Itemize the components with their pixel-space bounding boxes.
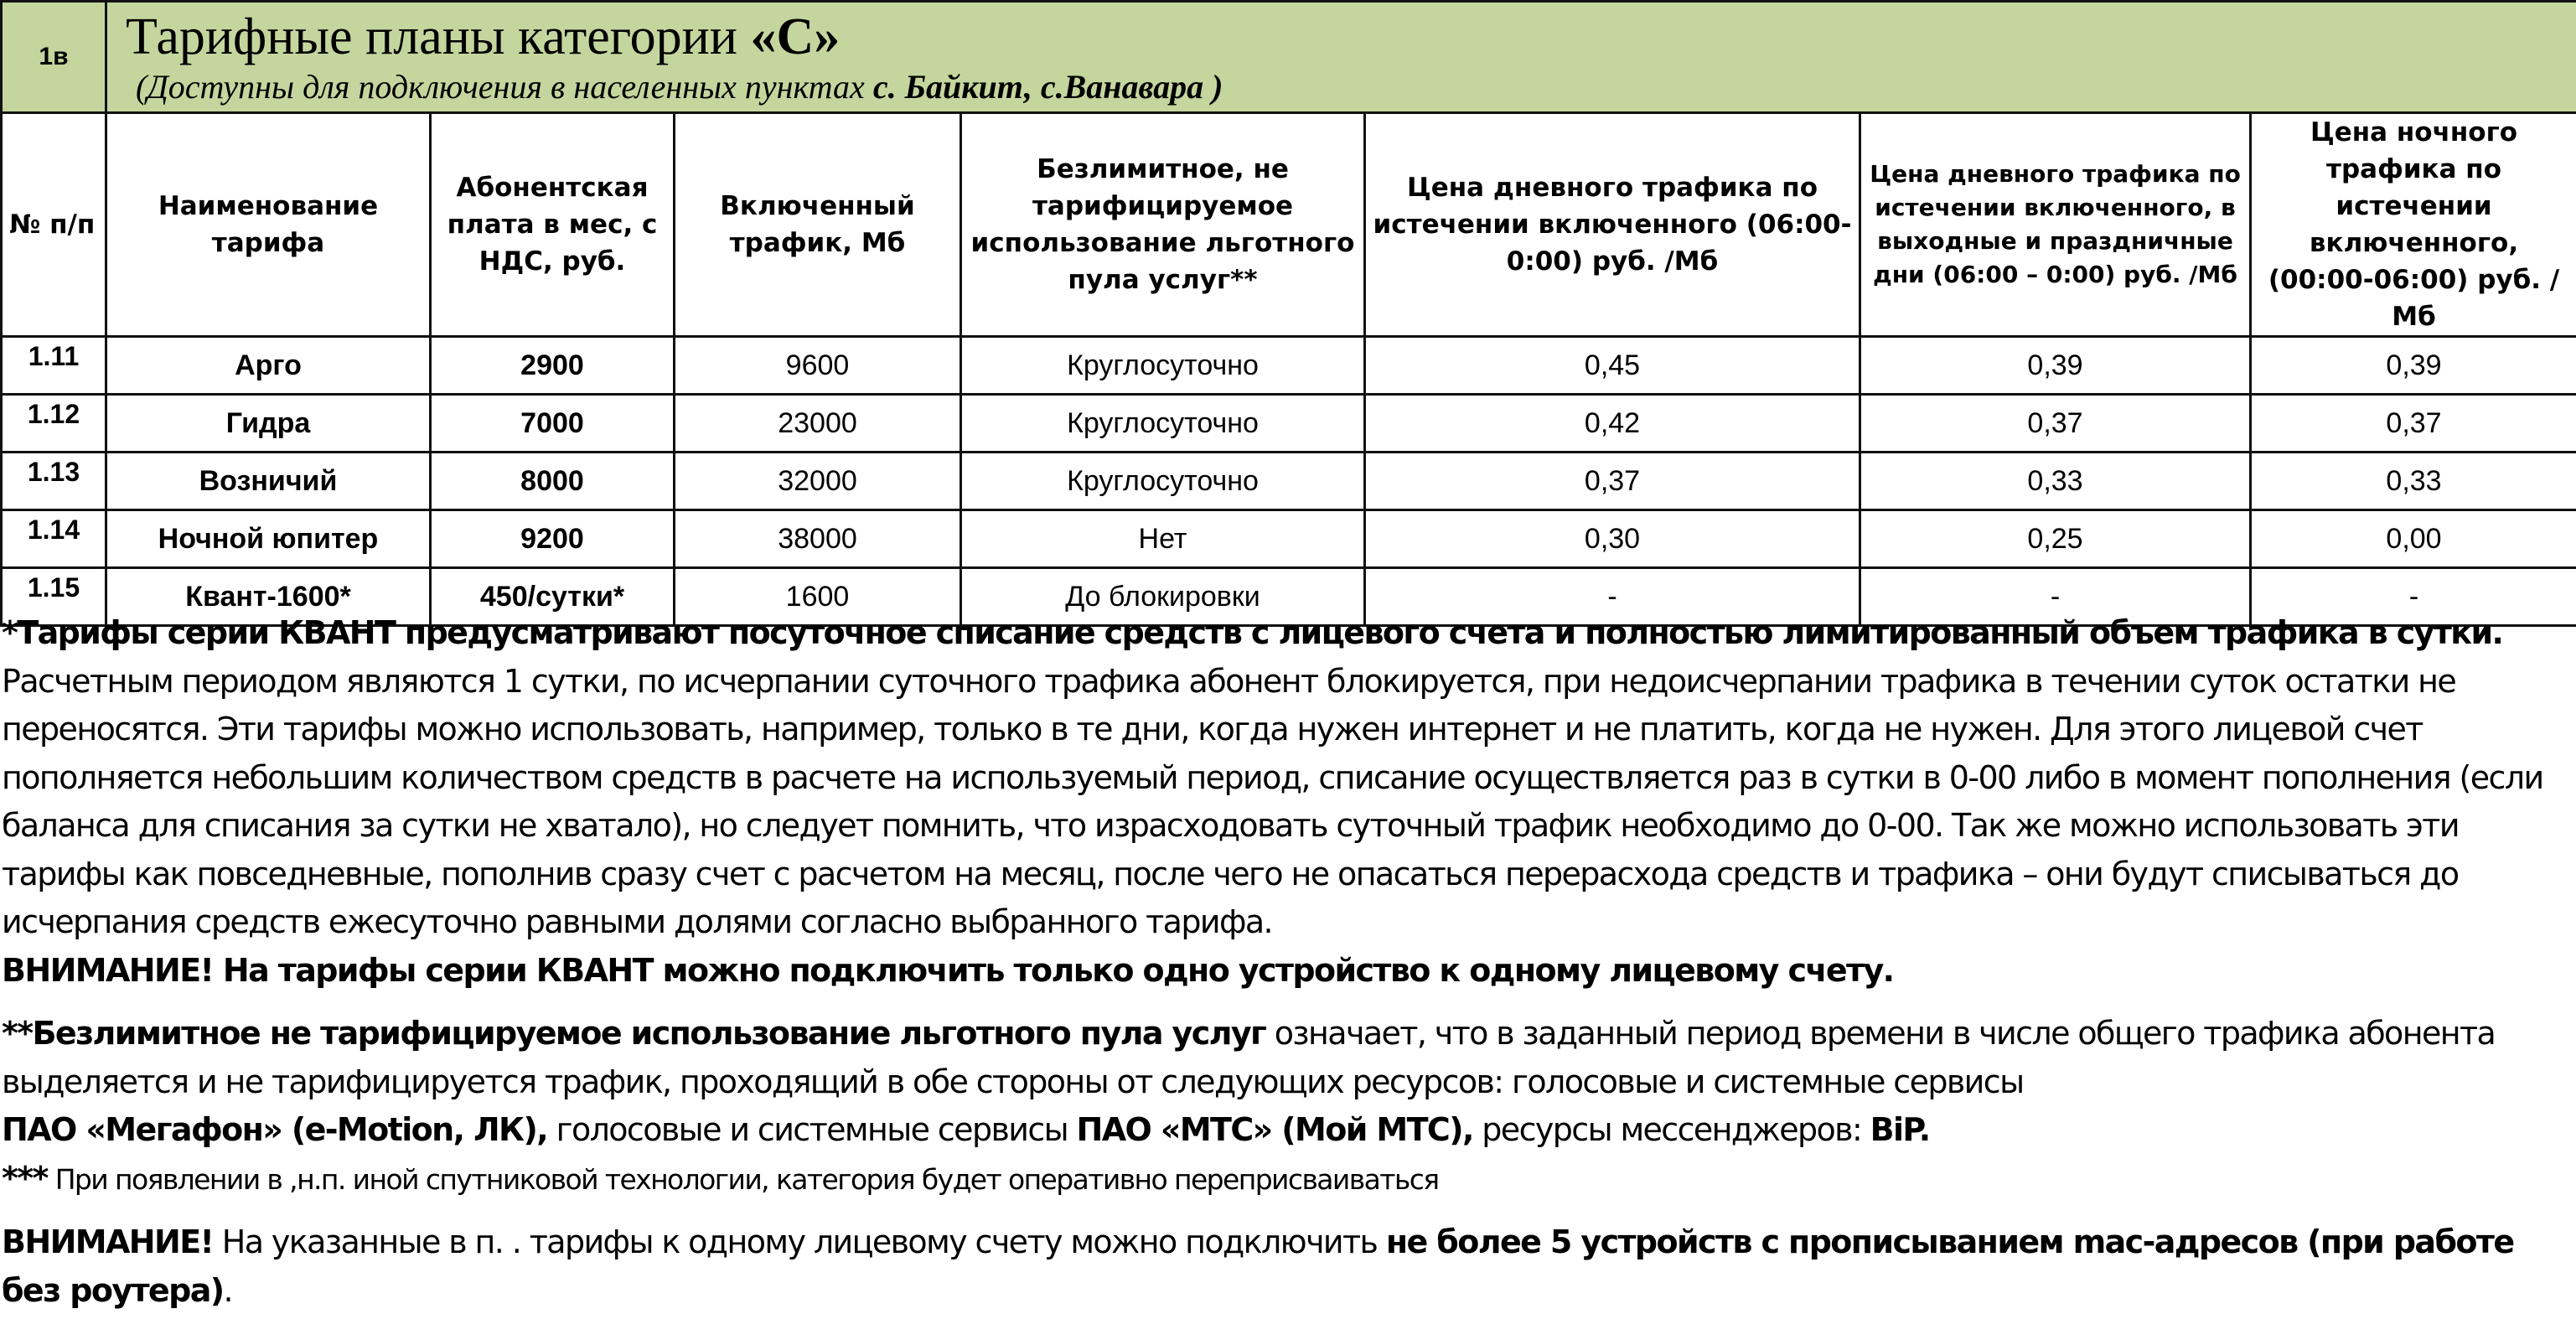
table-header	[2, 113, 2576, 337]
mts-label: ПАО «МТС» (Мой МТС),	[1076, 1111, 1473, 1148]
title-cell	[106, 2, 2576, 113]
row-number: 1.13	[2, 453, 106, 510]
tariff-name: Гидра	[106, 395, 431, 453]
weekend-price: -	[1860, 568, 2251, 626]
section-number: 1в	[2, 2, 106, 113]
row-number: 1.12	[2, 395, 106, 453]
row-number: 1.14	[2, 510, 106, 568]
pool-note	[2, 1010, 2571, 1106]
unlimited-pool: Круглосуточно	[961, 453, 1365, 510]
table-row	[2, 337, 2576, 395]
messengers-text: ресурсы мессенджеров:	[1472, 1111, 1870, 1148]
unlimited-pool: Нет	[961, 510, 1365, 568]
header-monthly-fee: Абонентская плата в мес, с НДС, руб.	[431, 113, 675, 337]
unlimited-pool: Круглосуточно	[961, 337, 1365, 395]
subtitle-prefix: (Доступны для подключения в населенных пунктах	[136, 68, 873, 106]
category-label: «С»	[750, 8, 841, 65]
header-number: № п/п	[2, 113, 106, 337]
tariff-name: Арго	[106, 337, 431, 395]
attention-label: ВНИМАНИЕ!	[2, 1223, 214, 1260]
attention-bold: не более 5 устройств с прописыванием mac-адресов (при работе без роутера)	[2, 1223, 2514, 1309]
table-row	[2, 453, 2576, 510]
weekend-price: 0,37	[1860, 395, 2251, 453]
header-tariff-name: Наименование тарифа	[106, 113, 431, 337]
tariff-name: Ночной юпитер	[106, 510, 431, 568]
pool-note-text: означает, что в заданный период времени в числе общего трафика абонента выделяется и не тарифицируется трафик, проходящий в обе стороны от следующих ресурсов: голосовые и системные сервисы	[2, 1015, 2496, 1100]
monthly-fee: 9200	[431, 510, 675, 568]
night-price: 0,39	[2251, 337, 2576, 395]
voice-text: голосовые и системные сервисы	[547, 1111, 1077, 1148]
header-included-traffic: Включенный трафик, Мб	[675, 113, 961, 337]
monthly-fee: 2900	[431, 337, 675, 395]
weekend-price: 0,25	[1860, 510, 2251, 568]
kvant-warning	[2, 947, 2571, 996]
day-price: 0,30	[1365, 510, 1860, 568]
attention-text: На указанные в п. . тарифы к одному лицевому счету можно подключить	[213, 1223, 1386, 1260]
pool-note-heading: **Безлимитное не тарифицируемое использование льготного пула услуг	[2, 1015, 1266, 1052]
kvant-note	[2, 609, 2571, 947]
day-price: 0,45	[1365, 337, 1860, 395]
tariff-table	[0, 0, 2576, 627]
included-traffic: 32000	[675, 453, 961, 510]
page-subtitle	[126, 67, 2576, 107]
title-band	[2, 2, 2576, 113]
unlimited-pool: До блокировки	[961, 568, 1365, 626]
kvant-note-heading: *Тарифы серии КВАНТ предусматривают посуточное списание средств с лицевого счета и полностью лимитированный объем трафика в сутки.	[2, 614, 2503, 651]
day-price: 0,42	[1365, 395, 1860, 453]
day-price: 0,37	[1365, 453, 1860, 510]
included-traffic: 23000	[675, 395, 961, 453]
night-price: -	[2251, 568, 2576, 626]
weekend-price: 0,39	[1860, 337, 2251, 395]
night-price: 0,37	[2251, 395, 2576, 453]
bip-label: BiP.	[1870, 1111, 1930, 1148]
included-traffic: 1600	[675, 568, 961, 626]
tariff-name: Возничий	[106, 453, 431, 510]
pool-resources	[2, 1106, 2571, 1155]
subtitle-places: с. Байкит, с.Ванавара )	[872, 68, 1223, 106]
monthly-fee: 8000	[431, 453, 675, 510]
header-unlimited-pool: Безлимитное, не тарифицируемое использование льготного пула услуг**	[961, 113, 1365, 337]
included-traffic: 38000	[675, 510, 961, 568]
header-day-price: Цена дневного трафика по истечении включенного (06:00-0:00) руб. /Мб	[1365, 113, 1860, 337]
day-price: -	[1365, 568, 1860, 626]
weekend-price: 0,33	[1860, 453, 2251, 510]
monthly-fee: 450/сутки*	[431, 568, 675, 626]
unlimited-pool: Круглосуточно	[961, 395, 1365, 453]
night-price: 0,33	[2251, 453, 2576, 510]
triple-star: ***	[2, 1159, 48, 1197]
header-night-price: Цена ночного трафика по истечении включенного, (00:00-06:00) руб. /Мб	[2251, 113, 2576, 337]
page-title	[126, 7, 2576, 67]
tariff-name: Квант-1600*	[106, 568, 431, 626]
monthly-fee: 7000	[431, 395, 675, 453]
satellite-text: При появлении в ,н.п. иной спутниковой технологии, категория будет оперативно переприсваиваться	[47, 1162, 1439, 1196]
row-number: 1.11	[2, 337, 106, 395]
megafon-label: ПАО «Мегафон» (e-Motion, ЛК),	[2, 1111, 548, 1148]
table-row	[2, 395, 2576, 453]
kvant-warning-text: ВНИМАНИЕ! На тарифы серии КВАНТ можно подключить только одно устройство к одному лицевому счету.	[2, 951, 1894, 989]
included-traffic: 9600	[675, 337, 961, 395]
header-weekend-price: Цена дневного трафика по истечении включенного, в выходные и праздничные дни (06:00 – 0:00) руб. /Мб	[1860, 113, 2251, 337]
table-row	[2, 510, 2576, 568]
title-text: Тарифные планы категории	[126, 8, 751, 65]
row-number: 1.15	[2, 568, 106, 626]
attention-note	[2, 1218, 2571, 1315]
night-price: 0,00	[2251, 510, 2576, 568]
footnotes	[2, 609, 2571, 1315]
kvant-note-text: Расчетным периодом являются 1 сутки, по исчерпании суточного трафика абонент блокируется, при недоисчерпании трафика в течении суток остатки не переносятся. Эти тарифы можно использовать, например, только в те дни, когда нужен интернет и не платить, когда не нужен. Для этого лицевой счет пополняется небольшим количеством средств в расчете на используемый период, списание осуществляется раз в сутки в 0-00 либо в момент пополнения (если баланса для списания за сутки не хватало), но следует помнить, что израсходовать суточный трафик необходимо до 0-00. Так же можно использовать эти тарифы как повседневные, пополнив сразу счет с расчетом на месяц, после чего не опасаться перерасхода средств и трафика – они будут списываться до исчерпания средств ежесуточно равными долями согласно выбранного тарифа.	[2, 662, 2543, 940]
attention-end: .	[223, 1271, 232, 1309]
satellite-note	[2, 1155, 2571, 1204]
